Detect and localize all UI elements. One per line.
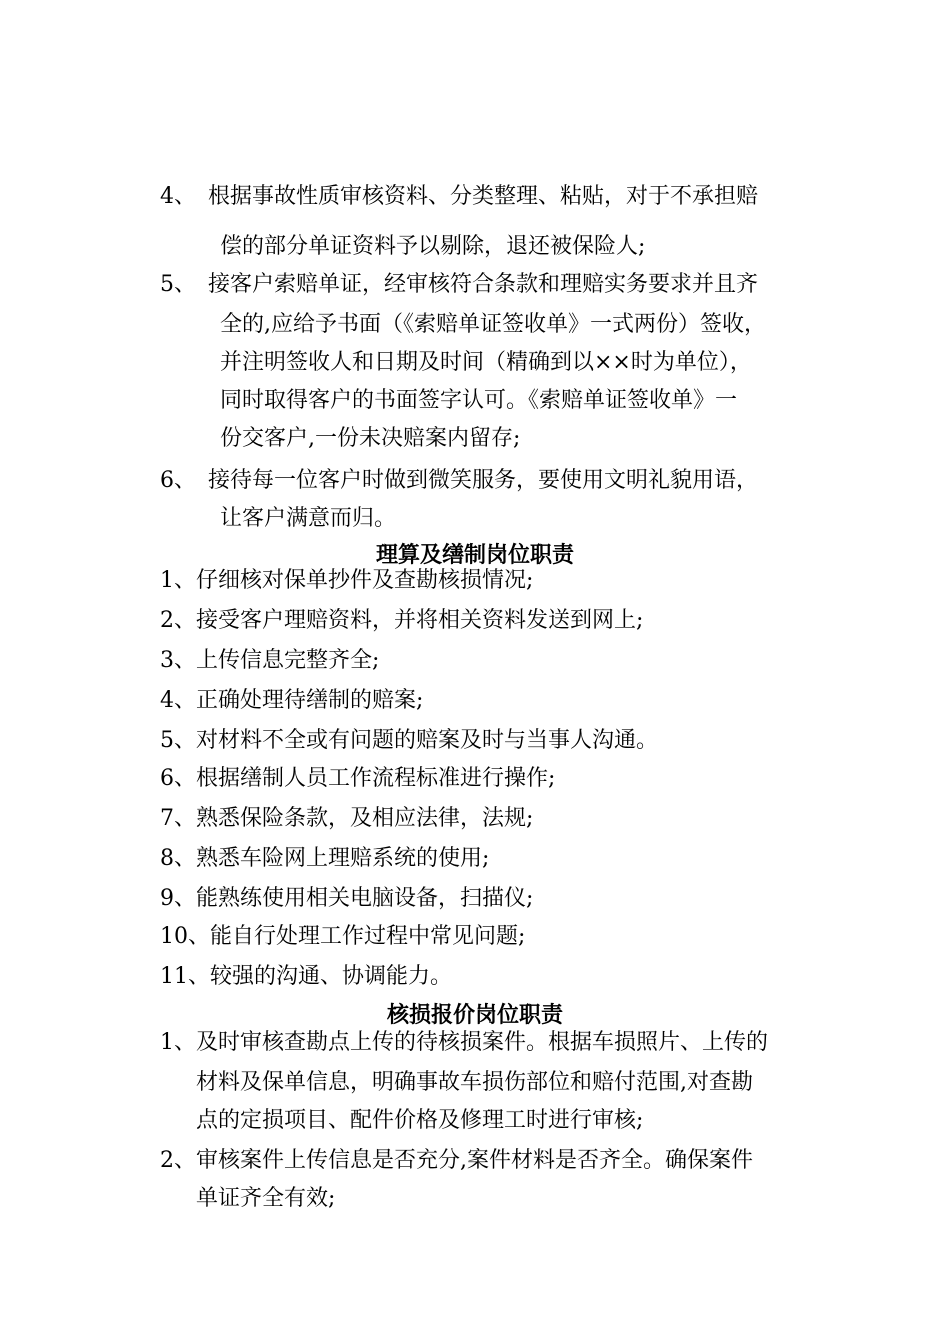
section-heading: 理算及缮制岗位职责 (375, 542, 574, 568)
list-item-text: 及时审核查勘点上传的待核损案件。根据车损照片、上传的 (196, 1030, 769, 1055)
section-heading: 核损报价岗位职责 (386, 1002, 563, 1028)
list-item: 7、熟悉保险条款，及相应法律，法规; (160, 806, 534, 831)
list-item: 6、根据缮制人员工作流程标准进行操作; (160, 766, 556, 791)
list-item-text: 接客户索赔单证，经审核符合条款和理赔实务要求并且齐 (208, 272, 759, 297)
list-item-number: 2、 (160, 1148, 196, 1173)
list-item-text: 全的,应给予书面（《索赔单证签收单》一式两份）签收， (220, 312, 766, 337)
list-item-text: 并注明签收人和日期及时间（精确到以××时为单位）， (220, 350, 752, 375)
list-item: 11、较强的沟通、协调能力。 (160, 964, 452, 989)
list-item: 3、上传信息完整齐全; (160, 648, 380, 673)
list-item-text: 偿的部分单证资料予以剔除，退还被保险人; (220, 234, 646, 259)
list-item-number: 1、 (160, 1030, 196, 1055)
list-item: 4、正确处理待缮制的赔案; (160, 688, 424, 713)
list-item-number: 6、 (160, 468, 196, 493)
list-item: 10、能自行处理工作过程中常见问题; (160, 924, 526, 949)
list-item-text: 同时取得客户的书面签字认可。《索赔单证签收单》一 (220, 388, 738, 413)
list-item-text: 点的定损项目、配件价格及修理工时进行审核; (196, 1108, 644, 1133)
list-item-text: 审核案件上传信息是否充分,案件材料是否齐全。确保案件 (196, 1148, 753, 1173)
list-item: 1、仔细核对保单抄件及查勘核损情况; (160, 568, 534, 593)
list-item-text: 根据事故性质审核资料、分类整理、粘贴，对于不承担赔 (208, 184, 759, 209)
list-item: 2、接受客户理赔资料，并将相关资料发送到网上; (160, 608, 644, 633)
list-item-text: 份交客户,一份未决赔案内留存; (220, 426, 521, 451)
list-item-text: 单证齐全有效; (196, 1186, 336, 1211)
list-item: 8、熟悉车险网上理赔系统的使用; (160, 846, 490, 871)
list-item-number: 5、 (160, 272, 196, 297)
list-item-text: 材料及保单信息，明确事故车损伤部位和赔付范围,对查勘 (196, 1070, 753, 1095)
list-item-number: 4、 (160, 184, 196, 209)
list-item-text: 接待每一位客户时做到微笑服务，要使用文明礼貌用语， (208, 468, 759, 493)
list-item: 5、对材料不全或有问题的赔案及时与当事人沟通。 (160, 728, 658, 753)
list-item-text: 让客户满意而归。 (220, 506, 397, 531)
list-item: 9、能熟练使用相关电脑设备，扫描仪; (160, 886, 534, 911)
